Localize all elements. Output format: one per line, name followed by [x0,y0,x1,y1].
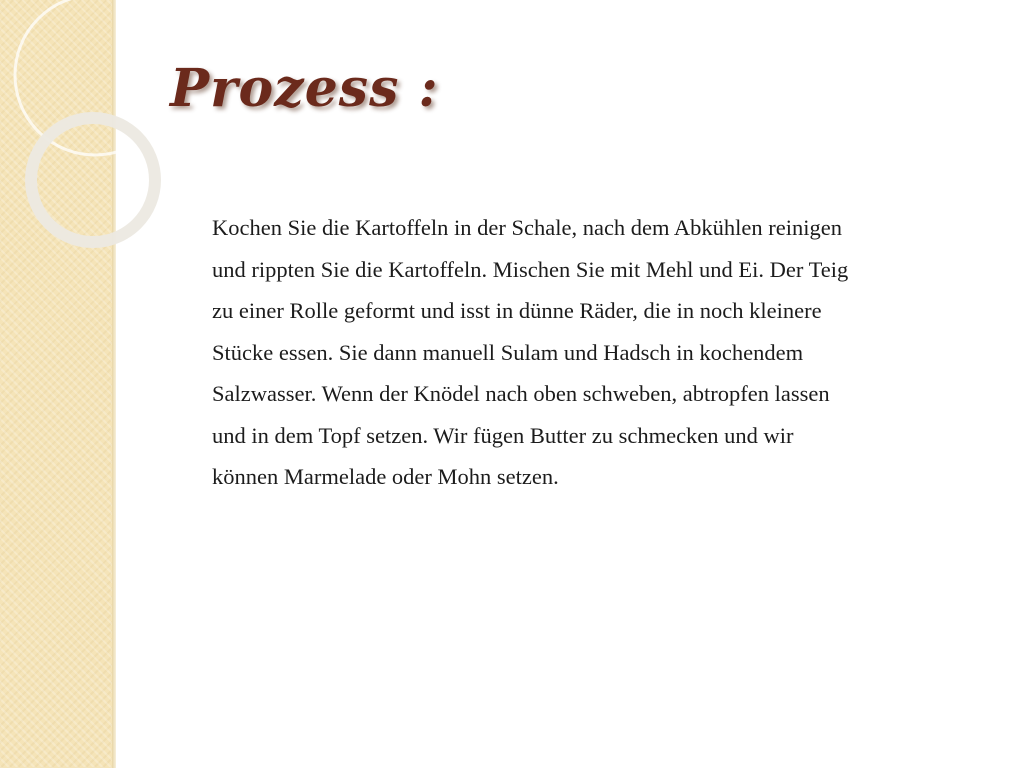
body-line: können Marmelade oder Mohn setzen. [212,464,559,489]
slide-title: Prozess : [170,58,439,119]
body-line: und rippten Sie die Kartoffeln. Mischen Sie mit Mehl und Ei. Der Teig [212,256,849,282]
decorative-circles [0,0,200,300]
decorative-circle-ring [31,118,155,242]
body-line: Stücke essen. Sie dann manuell Sulam und Hadsch in kochendem [212,339,804,365]
body-line: zu einer Rolle geformt und isst in dünne Räder, die in noch kleinere [212,298,822,323]
body-line: und in dem Topf setzen. Wir fügen Butter zu schmecken und wir [212,422,794,448]
decorative-circle-large [15,0,175,155]
body-line: Kochen Sie die Kartoffeln in der Schale, nach dem Abkühlen reinigen [212,215,843,240]
slide-body-text [212,207,1002,498]
body-line: Salzwasser. Wenn der Knödel nach oben schweben, abtropfen lassen [212,381,830,406]
